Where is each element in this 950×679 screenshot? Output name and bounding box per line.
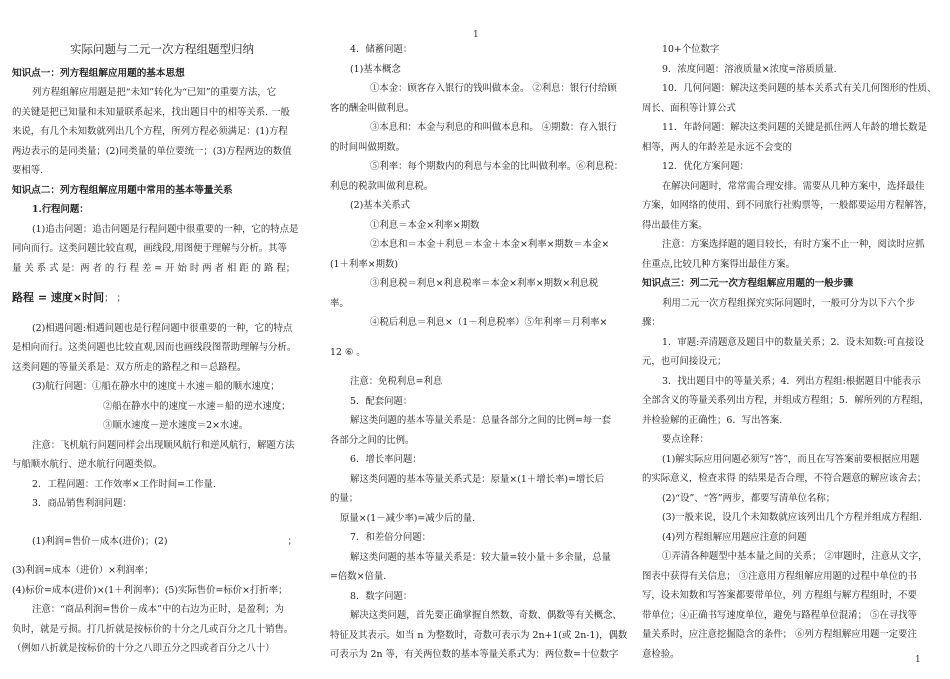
key-points-title: 要点诠释： bbox=[662, 434, 709, 445]
paragraph-line: 原量×(1－减少率)=减少后的量. bbox=[340, 512, 476, 524]
paragraph-line: 同向而行。这类问题比较直观，画线段,用图便于理解与分析。其等 bbox=[12, 243, 287, 254]
paragraph-line: 图表中获得有关信息； ③注意用方程组解应用题的过程中单位的书 bbox=[642, 570, 917, 582]
paragraph-line: (2)相遇问题:相遇问题也是行程问题中很重要的一种，它的特点 bbox=[32, 322, 293, 334]
column-middle bbox=[330, 40, 628, 665]
section-title: 8．数字问题： bbox=[350, 590, 413, 602]
paragraph-line: (4)标价=成本(进价)×(1＋利润率)；(5)实际售价=标价×打折率； bbox=[12, 584, 288, 596]
formula-line bbox=[12, 288, 312, 309]
paragraph-line: 与船顺水航行、逆水航行问题类似。 bbox=[12, 459, 163, 470]
paragraph-line: 来说，有几个未知数就列出几个方程，所列方程必须满足：(1)方程 bbox=[12, 126, 288, 137]
paragraph-line: ④税后利息＝利息×（1－利息税率）⑤年利率＝月利率× bbox=[370, 317, 608, 328]
paragraph-line: (4)列方程组解应用题应注意的问题 bbox=[662, 531, 807, 543]
paragraph-line: 的实际意义，检查求得 的结果是否合理，不符合题意的解应该舍去； bbox=[642, 473, 927, 484]
paragraph-line: 9．浓度问题：溶液质量×浓度=溶质质量. bbox=[662, 63, 837, 75]
paragraph-line: 得出最佳方案。 bbox=[642, 219, 708, 231]
paragraph-line: ③顺水速度－逆水速度＝2×水速。 bbox=[103, 420, 249, 431]
paragraph-line: 元，也可间接设元； bbox=[642, 356, 727, 367]
paragraph-line: 10．几何问题：解决这类问题的基本关系式有关几何图形的性质、 bbox=[662, 83, 937, 94]
paragraph-line: 两边表示的是同类量；(2)同类量的单位要统一；(3)方程两边的数值 bbox=[12, 145, 292, 157]
paragraph-line: (1＋利率×期数) bbox=[330, 258, 399, 270]
paragraph-line: (1)基本概念 bbox=[350, 63, 401, 75]
paragraph-line: ①利息＝本金×利率×期数 bbox=[370, 219, 480, 231]
paragraph-line: ①弄清各种题型中基本量之间的关系； ②审题时，注意从文字， bbox=[662, 551, 928, 562]
paragraph-line: 解这类问题的基本等量关系式是：原量×(1＋增长率)=增长后 bbox=[350, 473, 604, 485]
paragraph-line: ②本息和＝本金＋利息＝本金＋本金×利率×期数＝本金× bbox=[370, 239, 610, 250]
formula: 路程 = 速度×时间 bbox=[12, 291, 105, 304]
paragraph-line: (3)利润=成本（进价）×利润率； bbox=[12, 565, 154, 576]
paragraph-line: 全部含义的等量关系列出方程，并组成方程组；5．解所列的方程组， bbox=[642, 395, 930, 406]
section-title: 4．储蓄问题： bbox=[350, 44, 413, 55]
section-title: 5．配套问题： bbox=[350, 395, 413, 407]
paragraph-line: ②船在静水中的速度－水速＝船的逆水速度； bbox=[103, 400, 291, 412]
paragraph-line: 客的酬金叫做利息。 bbox=[330, 102, 415, 114]
paragraph-line: 相等，两人的年龄差是永远不会变的 bbox=[642, 141, 793, 153]
page-number-bottom: 1 bbox=[915, 655, 921, 665]
heading-knowledge-3: 知识点三：列二元一次方程组解应用题的一般步骤 bbox=[642, 278, 854, 289]
section-title: 7．和差倍分问题： bbox=[350, 532, 431, 543]
paragraph-line: ①本金：顾客存入银行的钱叫做本金。 ②利息：银行付给顾 bbox=[370, 83, 617, 94]
paragraph-line: (1)解实际应用问题必须写“答”，而且在写答案前要根据应用题 bbox=[662, 453, 920, 465]
paragraph-line: 注意：方案选择题的题目较长，有时方案不止一种，阅读时应抓 bbox=[662, 239, 925, 250]
paragraph-line: 11．年龄问题：解决这类问题的关键是抓住两人年龄的增长数是 bbox=[662, 122, 928, 133]
paragraph-line: 10+个位数字 bbox=[662, 44, 720, 55]
paragraph-line: 列方程组解应用题是把“未知”转化为“已知”的重要方法，它 bbox=[32, 87, 277, 98]
section-title: 1.行程问题： bbox=[32, 204, 89, 215]
paragraph-line: (3)航行问题：①船在静水中的速度＋水速＝船的顺水速度； bbox=[32, 381, 280, 392]
text: (1)利润=售价－成本(进价)；(2) bbox=[32, 535, 168, 547]
paragraph-line: ③利息税＝利息×利息税率＝本金×利率×期数×利息税 bbox=[370, 278, 599, 289]
section-title: 12．优化方案问题： bbox=[662, 161, 749, 172]
paragraph-line: 的量； bbox=[330, 493, 359, 504]
paragraph-line: 在解决问题时，常常需合理安排。需要从几种方案中，选择最佳 bbox=[662, 180, 925, 192]
heading-knowledge-2: 知识点二：列方程组解应用题中常用的基本等量关系 bbox=[12, 184, 233, 196]
paragraph-line: 写，设未知数和写答案都要带单位，列 方程组与解方程组时，不要 bbox=[642, 590, 917, 601]
paragraph-line: ⑤利率：每个期数内的利息与本金的比叫做利率。⑥利息税： bbox=[370, 161, 624, 172]
paragraph-line: 1．审题:弄清题意及题目中的数量关系；2．设未知数:可直接设 bbox=[662, 336, 924, 348]
paragraph-line: 要相等. bbox=[12, 165, 44, 176]
paragraph-line: （例如八折就是按标价的十分之八即五分之四或者百分之八十） bbox=[12, 643, 275, 654]
paragraph-line: 利用二元一次方程组探究实际问题时，一般可分为以下六个步 bbox=[662, 297, 916, 309]
paragraph-line: 注意：免税利息=利息 bbox=[350, 376, 443, 387]
paragraph-line: 负时，就是亏损。打几折就是按标价的十分之几或百分之几十销售。 bbox=[12, 623, 294, 635]
paragraph-line: 骤： bbox=[642, 317, 661, 328]
paragraph-line bbox=[12, 532, 312, 552]
paragraph-line: 带单位；④正确书写速度单位，避免与路程单位混淆； ⑤在寻找等 bbox=[642, 609, 917, 621]
paragraph-line: 量 关 系 式 是：两 者 的 行 程 差 = 开 始 时 两 者 相 距 的 路 程； bbox=[12, 262, 296, 274]
paragraph-line: (2)基本关系式 bbox=[350, 200, 411, 211]
paragraph-line: 意检验。 bbox=[642, 648, 680, 660]
paragraph-line: 解这类问题的基本等量关系是：较大量=较小量＋多余量，总量 bbox=[350, 551, 611, 563]
paragraph-line: 率。 bbox=[330, 297, 349, 309]
paragraph-line: 特征及其表示。如当 n 为整数时，奇数可表示为 2n+1(或 2n-1)，偶数 bbox=[330, 629, 628, 641]
text: ； bbox=[287, 535, 297, 547]
paragraph-line: 注意：“商品利润=售价－成本”中的右边为正时，是盈利；为 bbox=[32, 604, 284, 615]
paragraph-line: (1)追击问题：追击问题是行程问题中很重要的一种，它的特点是 bbox=[32, 223, 299, 235]
section-title: 6．增长率问题： bbox=[350, 454, 422, 465]
paragraph-line: 可表示为 2n 等，有关两位数的基本等量关系式为：两位数=十位数字 bbox=[330, 649, 619, 660]
paragraph-line: 解决这类问题，首先要正确掌握自然数、奇数、偶数等有关概念、 bbox=[350, 610, 622, 621]
paragraph-line: 注意：飞机航行问题同样会出现顺风航行和逆风航行，解题方法 bbox=[32, 439, 295, 451]
heading-knowledge-1: 知识点一：列方程组解应用题的基本思想 bbox=[12, 67, 185, 79]
page-number-top: 1 bbox=[473, 30, 479, 40]
document-title: 实际问题与二元一次方程组题型归纳 bbox=[70, 42, 254, 56]
column-left bbox=[12, 40, 312, 659]
paragraph-line: 各部分之间的比例。 bbox=[330, 434, 415, 446]
paragraph-line: 2．工程问题：工作效率×工作时间=工作量. bbox=[32, 478, 217, 490]
paragraph-line: 3．商品销售利润问题： bbox=[32, 498, 132, 509]
paragraph-line: 住重点,比较几种方案得出最佳方案。 bbox=[642, 258, 795, 270]
paragraph-line: 并检验解的正确性；6．写出答案. bbox=[642, 414, 783, 426]
paragraph-line: 量关系时，应注意挖掘隐含的条件； ⑥列方程组解应用题一定要注 bbox=[642, 629, 917, 640]
paragraph-line: 3．找出题目中的等量关系；4．列出方程组:根据题目中能表示 bbox=[662, 375, 921, 387]
column-right bbox=[642, 40, 940, 664]
paragraph-line: =倍数×倍量. bbox=[330, 571, 387, 582]
paragraph-line: (3)一般来说，设几个未知数就应该列出几个方程并组成方程组. bbox=[662, 512, 923, 523]
paragraph-line: 12 ⑥ 。 bbox=[330, 346, 366, 358]
paragraph-line: (2)“设”、“答”两步，都要写清单位名称； bbox=[662, 492, 836, 504]
paragraph-line: 的关键是把已知量和未知量联系起来，找出题目中的相等关系. 一般 bbox=[12, 106, 290, 118]
paragraph-line: 周长、面积等计算公式 bbox=[642, 102, 736, 114]
formula-tail: ； ； bbox=[104, 293, 126, 304]
paragraph-line: 方案，如网络的使用、到不同旅行社购票等，一般都要运用方程解答， bbox=[642, 200, 933, 211]
paragraph-line: 是相向而行。这类问题也比较直观,因而也画线段图帮助理解与分析。 bbox=[12, 342, 297, 353]
paragraph-line: 这类问题的等量关系是：双方所走的路程之和＝总路程。 bbox=[12, 361, 247, 373]
paragraph-line: 利息的税款叫做利息税。 bbox=[330, 180, 434, 192]
paragraph-line: ③本息和：本金与利息的和叫做本息和。 ④期数：存入银行 bbox=[370, 122, 617, 133]
paragraph-line: 的时间叫做期数。 bbox=[330, 141, 406, 153]
paragraph-line: 解这类问题的基本等量关系是：总量各部分之间的比例=每一套 bbox=[350, 415, 611, 426]
